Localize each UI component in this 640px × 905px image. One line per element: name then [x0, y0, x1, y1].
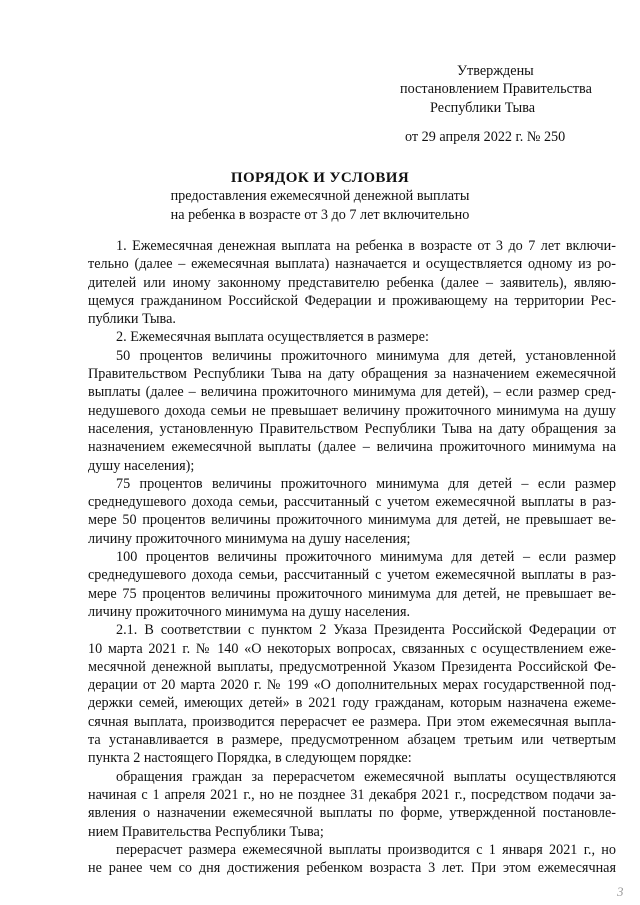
body-text-line: публики Тыва. [88, 311, 176, 328]
body-text-line: та устанавливается в размере, предусмотренном абзацем третьим или четвертым [88, 732, 616, 749]
approval-date: от 29 апреля 2022 г. № 250 [405, 128, 566, 145]
body-text-line: 75 процентов величины прожиточного минимума для детей – если размер [116, 475, 616, 492]
body-text-line: дителей или иному законному представителю ребенка (далее – заявитель), являю- [88, 274, 616, 291]
body-text-line: начиная с 1 апреля 2021 г., но не позднее 31 декабря 2021 г., посредством подачи за- [88, 786, 616, 803]
document-body [88, 237, 616, 877]
body-text-line: пункта 2 настоящего Порядка, в следующем порядке: [88, 750, 412, 767]
body-text-line: населения, установленную Правительством Республики Тыва на дату обращения за [88, 420, 616, 437]
body-text-line: месячной денежной выплаты, предусмотренной Указом Президента Российской Фе- [88, 658, 616, 675]
approval-stamp-block [370, 62, 640, 146]
body-text-line: среднедушевого дохода семьи, рассчитанный с учетом ежемесячной выплаты в раз- [88, 494, 616, 511]
approval-line: Утверждены [457, 63, 534, 79]
body-text-line: среднедушевого дохода семьи, рассчитанный с учетом ежемесячной выплаты в раз- [88, 567, 616, 584]
body-text-line: обращения граждан за перерасчетом ежемесячной выплаты осуществляются [116, 768, 616, 785]
body-text-line: назначением ежемесячной выплаты (далее – величина прожиточного минимума на [88, 439, 616, 456]
body-text-line: тельно (далее – ежемесячная выплата) назначается и осуществляется одному из ро- [88, 256, 616, 273]
body-text-line: Правительством Республики Тыва на дату обращения за назначением ежемесячной [88, 366, 616, 383]
body-text-line: душу населения); [88, 457, 195, 474]
document-subtitle: предоставления ежемесячной денежной выплаты [170, 188, 470, 205]
body-text-line: недушевого дохода семьи не превышает величину прожиточного минимума на душу [88, 402, 616, 419]
body-text-line: нием Правительства Республики Тыва; [88, 823, 324, 840]
document-heading: ПОРЯДОК И УСЛОВИЯ [230, 170, 410, 186]
body-text-line: личину прожиточного минимума на душу населения; [88, 530, 411, 547]
page-number: 3 [617, 884, 624, 899]
body-text-line: личину прожиточного минимума на душу населения. [88, 603, 411, 620]
approval-line: постановлением Правительства [400, 81, 592, 98]
body-text-line: выплаты (далее – величина прожиточного минимума для детей), – если размер сред- [88, 384, 616, 401]
body-text-line: дерации от 20 марта 2020 г. № 199 «О дополнительных мерах государственной под- [88, 677, 616, 694]
body-text-line: 10 марта 2021 г. № 140 «О некоторых вопросах, связанных с осуществлением еже- [88, 640, 616, 657]
body-text-line: щемуся гражданином Российской Федерации и проживающему на территории Рес- [88, 292, 616, 309]
body-text-line: мере 75 процентов величины прожиточного минимума для детей, не превышает ве- [88, 585, 616, 602]
document-subtitle: на ребенка в возрасте от 3 до 7 лет включительно [170, 206, 470, 223]
approval-line: Республики Тыва [430, 99, 536, 116]
body-text-line: 2. Ежемесячная выплата осуществляется в размере: [116, 329, 429, 346]
body-text-line: 50 процентов величины прожиточного минимума для детей, установленной [116, 347, 616, 364]
body-text-line: держки семей, имеющих детей» в 2021 году гражданам, которым назначена ежеме- [88, 695, 616, 712]
body-text-line: сячная выплата, производится перерасчет ее размера. При этом ежемесячная выпла- [88, 713, 616, 730]
body-text-line: 2.1. В соответствии с пунктом 2 Указа Президента Российской Федерации от [116, 622, 616, 639]
body-text-line: 100 процентов величины прожиточного минимума для детей – если размер [116, 549, 616, 566]
body-text-line: мере 50 процентов величины прожиточного минимума для детей, не превышает ве- [88, 512, 616, 529]
body-text-line: перерасчет размера ежемесячной выплаты производится с 1 января 2021 г., но [116, 841, 616, 858]
document-title-block [88, 169, 552, 224]
body-text-line: явления о назначении ежемесячной выплаты по форме, утвержденной постановле- [88, 805, 616, 822]
body-text-line: 1. Ежемесячная денежная выплата на ребенка в возрасте от 3 до 7 лет включи- [116, 238, 616, 254]
body-text-line: не ранее чем со дня достижения ребенком возраста 3 лет. При этом ежемесячная [88, 860, 616, 877]
